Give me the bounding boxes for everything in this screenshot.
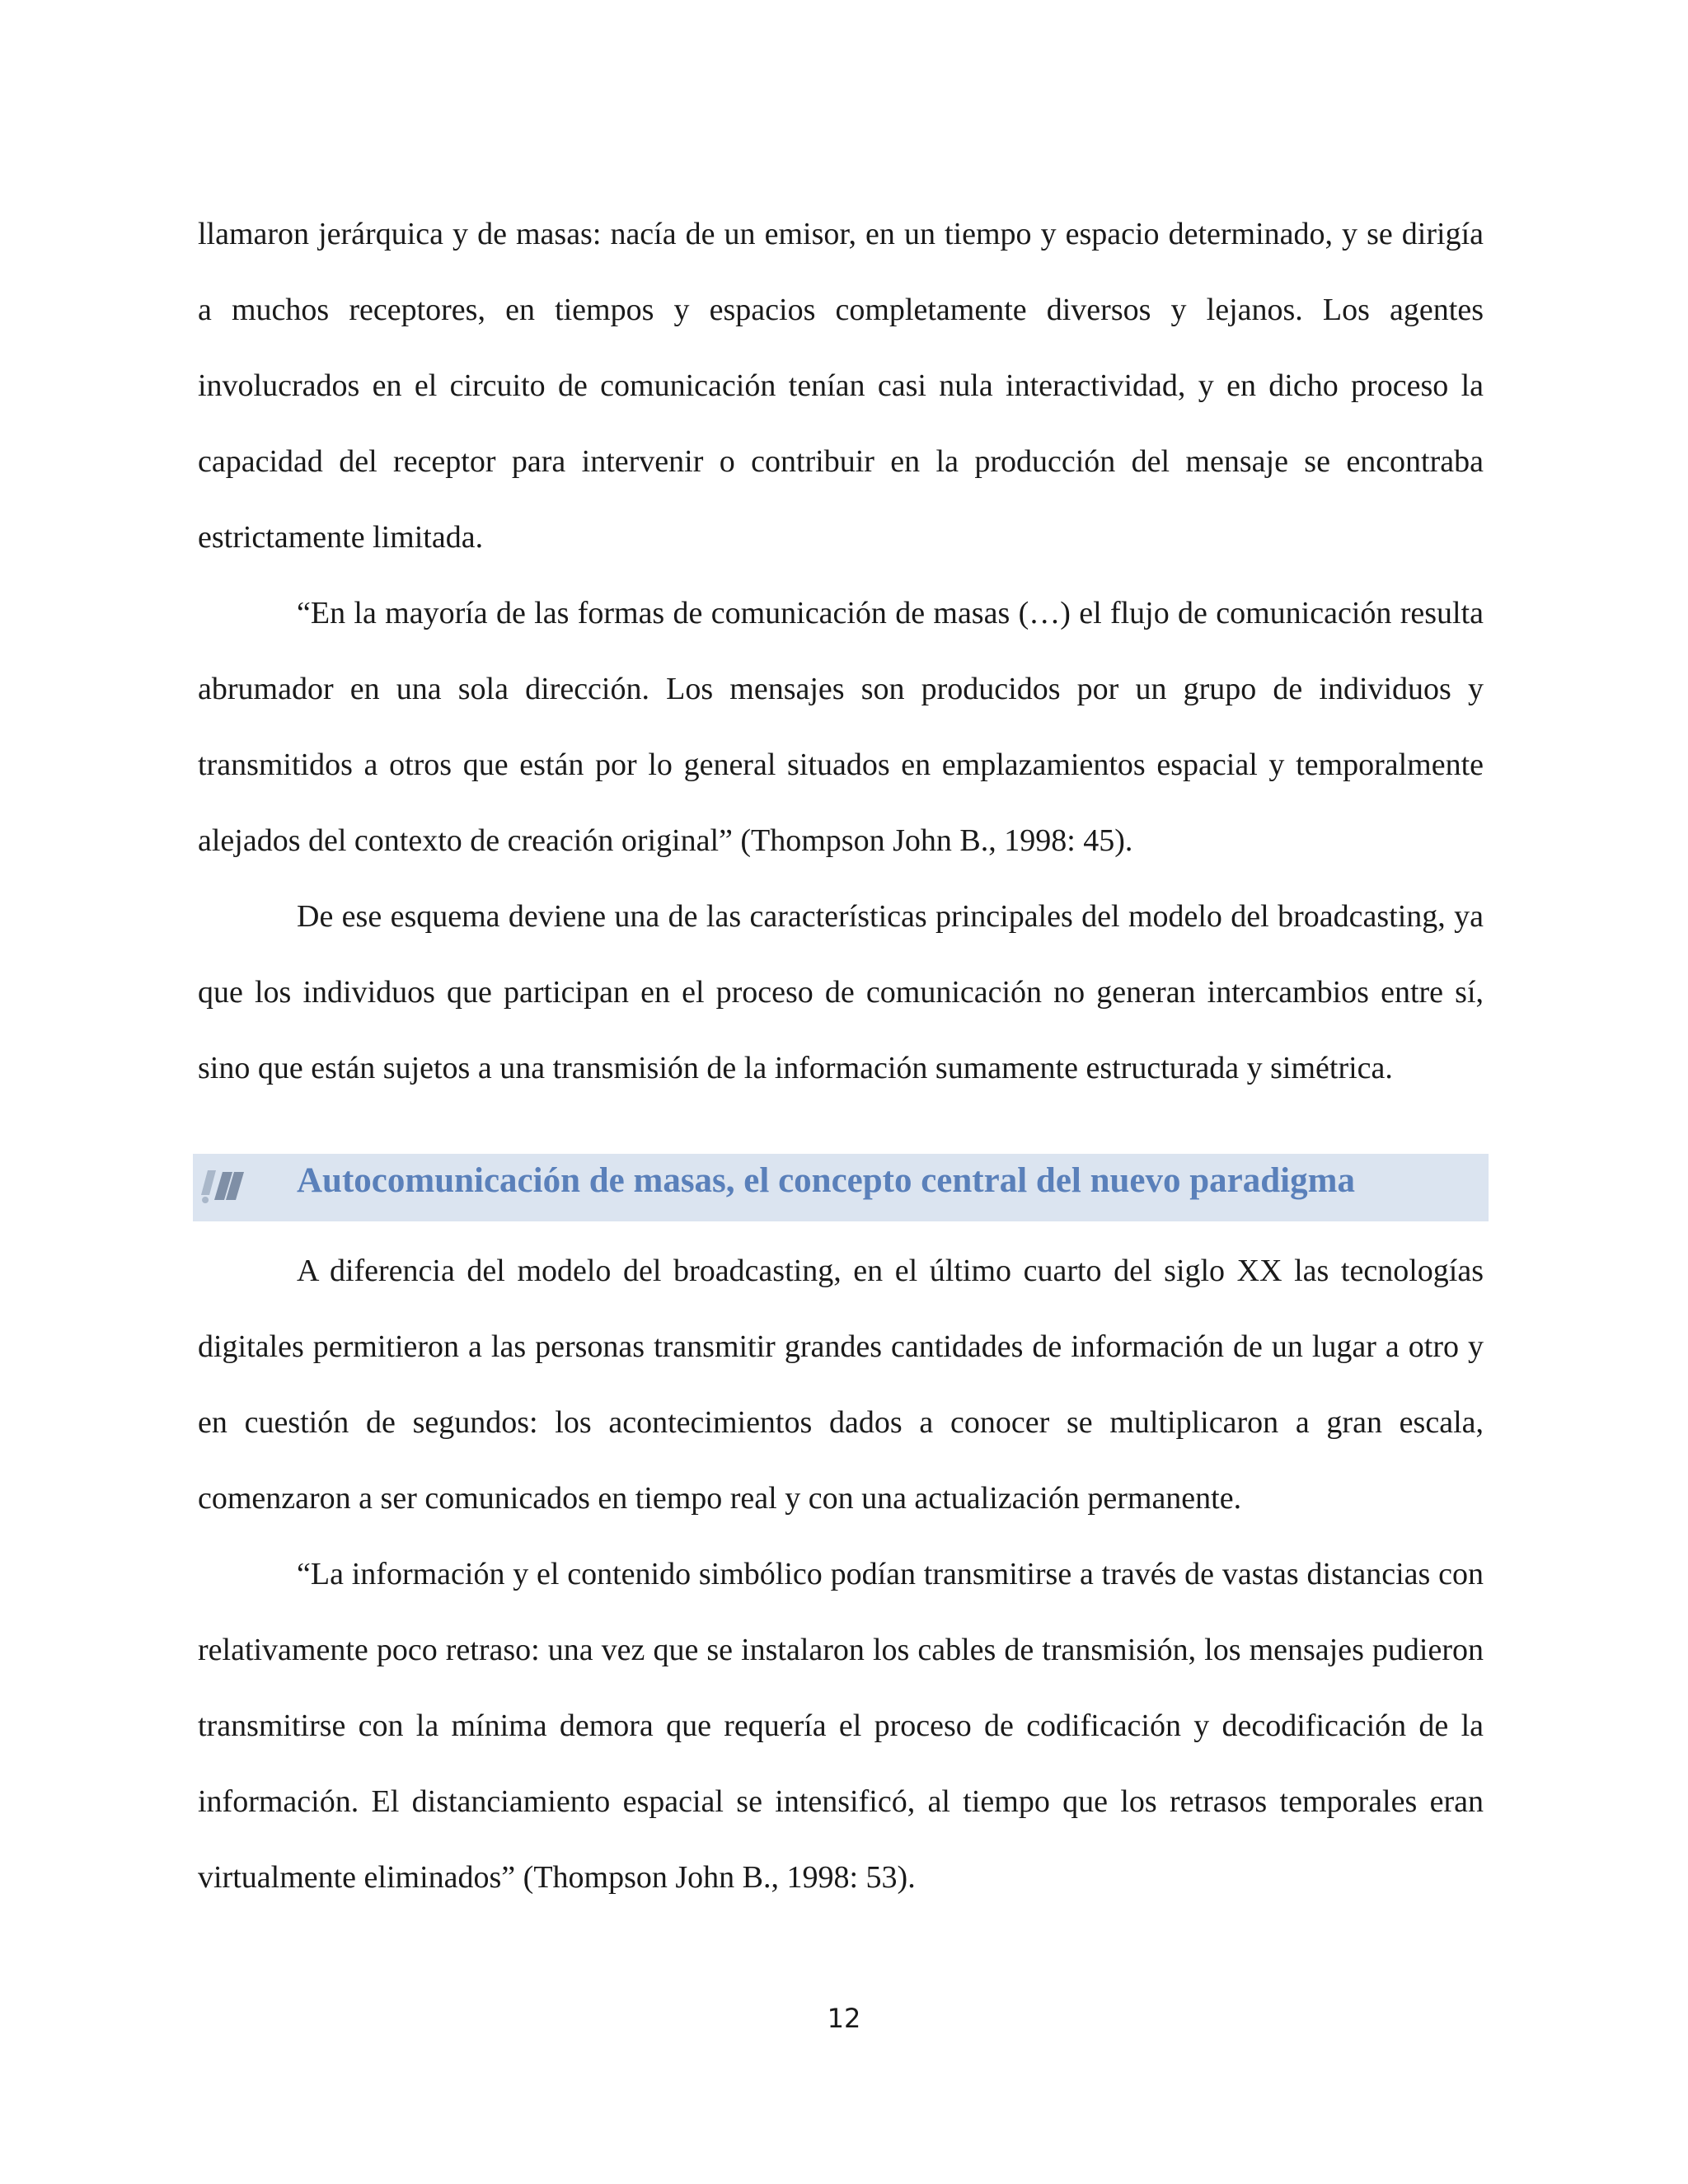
paragraph-2-quote: “En la mayoría de las formas de comunicación de masas (…) el flujo de comunicación resulta abrumador en una sola dirección. Los mensajes son producidos por un grupo de individuos y transmitidos a otros que están por lo general situados en emplazamientos espacial y temporalmente alejados del contexto de creación original” (Thompson John B., 1998: 45). — [198, 596, 1484, 858]
section-heading-title: Autocomunicación de masas, el concepto central del nuevo paradigma — [297, 1161, 1355, 1200]
decorative-slashes-icon — [198, 1162, 247, 1212]
paragraph-5-quote: “La información y el contenido simbólico podían transmitirse a través de vastas distancias con relativamente poco retraso: una vez que se instalaron los cables de transmisión, los mensajes pudieron transmitirse con la mínima demora que requería el proceso de codificación y decodificación de la información. El distanciamiento espacial se intensificó, al tiempo que los retrasos temporales eran virtualmente eliminados” (Thompson John B., 1998: 53). — [198, 1557, 1484, 1895]
paragraph-3: De ese esquema deviene una de las características principales del modelo del broadcasting, ya que los individuos que participan en el proceso de comunicación no generan intercambios entre sí, sino que están sujetos a una transmisión de la información sumamente estructurada y simétrica. — [198, 899, 1484, 1085]
page-number: 12 — [827, 2003, 861, 2034]
section-heading — [193, 1154, 1489, 1221]
body-text — [198, 196, 1484, 1915]
paragraph-1: llamaron jerárquica y de masas: nacía de un emisor, en un tiempo y espacio determinado, y se dirigía a muchos receptores, en tiempos y espacios completamente diversos y lejanos. Los agentes involucrados en el circuito de comunicación tenían casi nula interactividad, y en dicho proceso la capacidad del receptor para intervenir o contribuir en la producción del mensaje se encontraba estrictamente limitada. — [198, 217, 1484, 555]
paragraph-4: A diferencia del modelo del broadcasting, en el último cuarto del siglo XX las tecnologías digitales permitieron a las personas transmitir grandes cantidades de información de un lugar a otro y en cuestión de segundos: los acontecimientos dados a conocer se multiplicaron a gran escala, comenzaron a ser comunicados en tiempo real y con una actualización permanente. — [198, 1254, 1484, 1516]
